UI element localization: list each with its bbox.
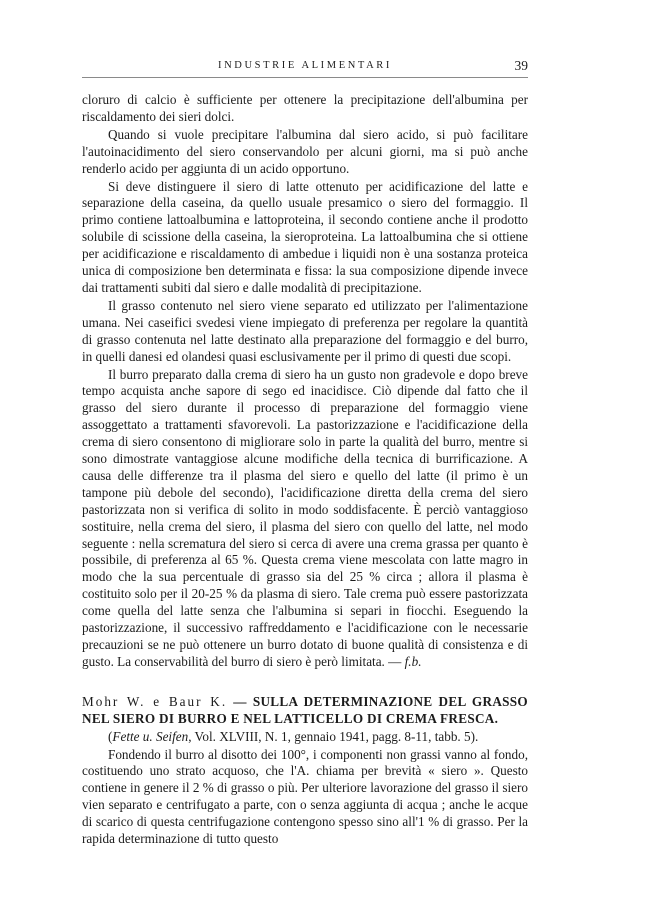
paragraph-5-text: Il burro preparato dalla crema di siero ha un gusto non gradevole e dopo breve tempo acquista anche sapore di sego ed inacidisce. Ciò dipende dal fatto che il grasso del siero durante il processo di preparazione del formaggio viene assoggettato a trattamenti sfavorevoli. La pastorizzazione e l'acidificazione della crema di siero consentono di migliorare solo in parte la qualità del burro, mentre si sono dimostrate vantaggiose alcune modifiche della tecnica di burrificazione. A causa delle differenze tra il plasma del siero e quello del latte (il primo è un tampone più debole del secondo), l'acidificazione diretta della crema del siero pastorizzata non si verifica di solito in modo soddisfacente. È perciò vantaggioso sostituire, nella crema del siero, il plasma del siero con quello del latte, nel modo seguente : nella scrematura del siero si cerca di avere una crema grassa per quanto è possibile, di preferenza al 65 %. Questa crema viene mescolata con latte magro in modo che la sua percentuale di grasso sia del 25 % circa ; allora il plasma è costituito solo per il 20-25 % da plasma di siero. Tale crema può essere pastorizzata come quella del latte senza che l'albumina si separi in fiocchi. Eseguendo la pastorizzazione, il successivo raffreddamento e l'acidificazione con le necessarie precauzioni se ne può ottenere un burro dotato di buone qualità di consistenza e di gusto. La conservabilità del burro di siero è però limitata. — — [82, 366, 528, 669]
article-title: — SULLA DETERMINAZIONE DEL GRASSO NEL SIERO DI BURRO E NEL LATTICELLO DI CREMA FRESCA. — [82, 693, 528, 726]
signature: f.b. — [404, 653, 422, 669]
article-abstract: Fondendo il burro al disotto dei 100°, i componenti non grassi vanno al fondo, costituendo uno strato acquoso, che l'A. chiama per brevità « siero ». Questo contiene in genere il 2 % di grasso o più. Per ulteriore lavorazione del grasso il siero vien separato e centrifugato a parte, con o senza aggiunta di acqua ; anche le acque di scarico di questa centrifugazione contengono spesso sino all'1 % di grasso. Per la rapida determinazione di tutto questo — [82, 746, 528, 847]
article-heading — [82, 694, 528, 728]
article-authors: Mohr W. e Baur K. — [82, 693, 228, 709]
header-rule — [82, 77, 528, 78]
running-title: INDUSTRIE ALIMENTARI — [218, 60, 392, 71]
paragraph-5 — [82, 367, 528, 671]
paragraph-2: Quando si vuole precipitare l'albumina dal siero acido, si può facilitare l'autoinacidimento del siero conservandolo per alcuni giorni, ma si può anche renderlo acido per aggiunta di un acido opportuno. — [82, 126, 528, 176]
paragraph-3: Si deve distinguere il siero di latte ottenuto per acidificazione del latte e separazione della caseina, da quello usuale presamico o siero del formaggio. Il primo contiene lattoalbumina e lattoproteina, il secondo contiene anche il prodotto solubile di scissione della caseina, la sieroproteina. La lattoalbumina che si ottiene per acidificazione e riscaldamento di ambedue i liquidi non è una sostanza proteica unica di composizione ben determinata e fissa: la sua composizione dipende invece dai trattamenti subiti dal siero e dalle modalità di precipitazione. — [82, 178, 528, 295]
paragraph-4: Il grasso contenuto nel siero viene separato ed utilizzato per l'alimentazione umana. Nei caseifici svedesi viene impiegato di preferenza per regolare la quantità di grasso contenuta nel latte destinato alla preparazione del formaggio e del burro, in quelli danesi ed olandesi quasi esclusivamente per il primo di questi due scopi. — [82, 297, 528, 364]
article-citation — [82, 729, 528, 746]
page-body — [82, 92, 528, 848]
journal-name: Fette u. Seifen — [112, 728, 189, 744]
citation-open: ( — [108, 728, 113, 744]
section-gap — [82, 671, 528, 694]
running-header — [82, 59, 528, 79]
page-number: 39 — [514, 58, 528, 73]
paragraph-1: cloruro di calcio è sufficiente per ottenere la precipitazione dell'albumina per riscaldamento dei sieri dolci. — [82, 92, 528, 124]
citation-details: , Vol. XLVIII, N. 1, gennaio 1941, pagg. 8-11, tabb. 5). — [188, 728, 479, 744]
